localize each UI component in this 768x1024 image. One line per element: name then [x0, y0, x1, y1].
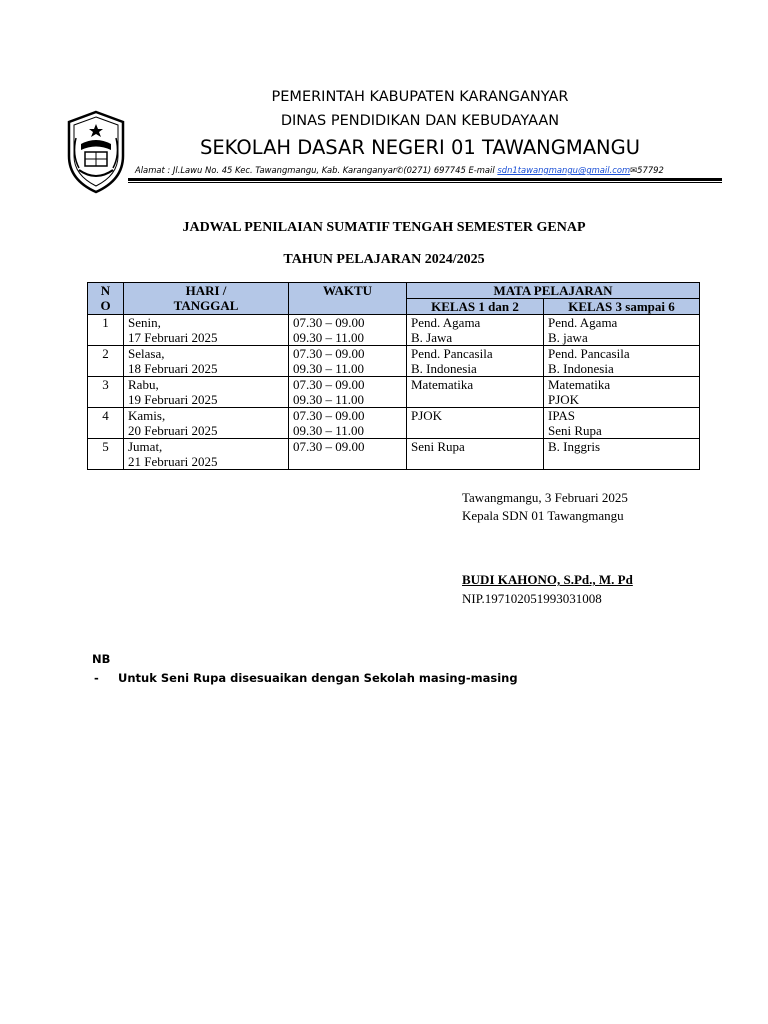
header-subjects: MATA PELAJARAN	[407, 283, 700, 299]
academic-year: TAHUN PELAJARAN 2024/2025	[283, 252, 485, 267]
email-link[interactable]: sdn1tawangmangu@gmail.com	[497, 165, 631, 175]
phone-icon: ✆	[396, 165, 404, 175]
address-line	[135, 165, 664, 175]
document-title: JADWAL PENILAIAN SUMATIF TENGAH SEMESTER GENAP	[182, 220, 586, 235]
postal-code: 57792	[637, 165, 664, 175]
notes-bullet: -	[94, 671, 99, 685]
header-no: N O	[88, 283, 124, 315]
department-name: DINAS PENDIDIKAN DAN KEBUDAYAAN	[280, 113, 560, 129]
table-row: 3 Rabu, 19 Februari 2025 07.30 – 09.00 09.30 – 11.00 Matematika Matematika PJOK	[88, 377, 700, 408]
table-row: 5 Jumat, 21 Februari 2025 07.30 – 09.00 Seni Rupa B. Inggris	[88, 439, 700, 470]
notes-label: NB	[92, 652, 111, 666]
header-class-3-6: KELAS 3 sampai 6	[544, 299, 700, 315]
place-date: Tawangmangu, 3 Februari 2025	[462, 490, 628, 505]
table-row: 4 Kamis, 20 Februari 2025 07.30 – 09.00 09.30 – 11.00 PJOK IPAS Seni Rupa	[88, 408, 700, 439]
schedule-table	[87, 282, 700, 470]
header-rule-thick	[128, 178, 722, 181]
signer-nip: NIP.197102051993031008	[462, 591, 602, 606]
address-text: Alamat : Jl.Lawu No. 45 Kec. Tawangmangu, Kab. Karanganyar	[135, 165, 397, 175]
school-name: SEKOLAH DASAR NEGERI 01 TAWANGMANGU	[199, 136, 641, 159]
envelope-icon: ✉	[630, 165, 638, 175]
table-row: 1 Senin, 17 Februari 2025 07.30 – 09.00 09.30 – 11.00 Pend. Agama B. Jawa Pend. Agama B. jawa	[88, 315, 700, 346]
government-name: PEMERINTAH KABUPATEN KARANGANYAR	[271, 89, 569, 105]
notes-item: Untuk Seni Rupa disesuaikan dengan Sekolah masing-masing	[118, 671, 518, 685]
header-time: WAKTU	[289, 283, 407, 315]
header-day: HARI / TANGGAL	[124, 283, 289, 315]
signer-position: Kepala SDN 01 Tawangmangu	[462, 508, 624, 523]
header-rule-thin	[128, 182, 722, 183]
header-class-1-2: KELAS 1 dan 2	[407, 299, 544, 315]
signer-name: BUDI KAHONO, S.Pd., M. Pd	[462, 572, 633, 587]
table-row: 2 Selasa, 18 Februari 2025 07.30 – 09.00 09.30 – 11.00 Pend. Pancasila B. Indonesia Pend. Pancasila B. Indonesia	[88, 346, 700, 377]
regency-crest-icon	[63, 110, 129, 194]
phone-text: (0271) 697745 E-mail	[403, 165, 495, 175]
